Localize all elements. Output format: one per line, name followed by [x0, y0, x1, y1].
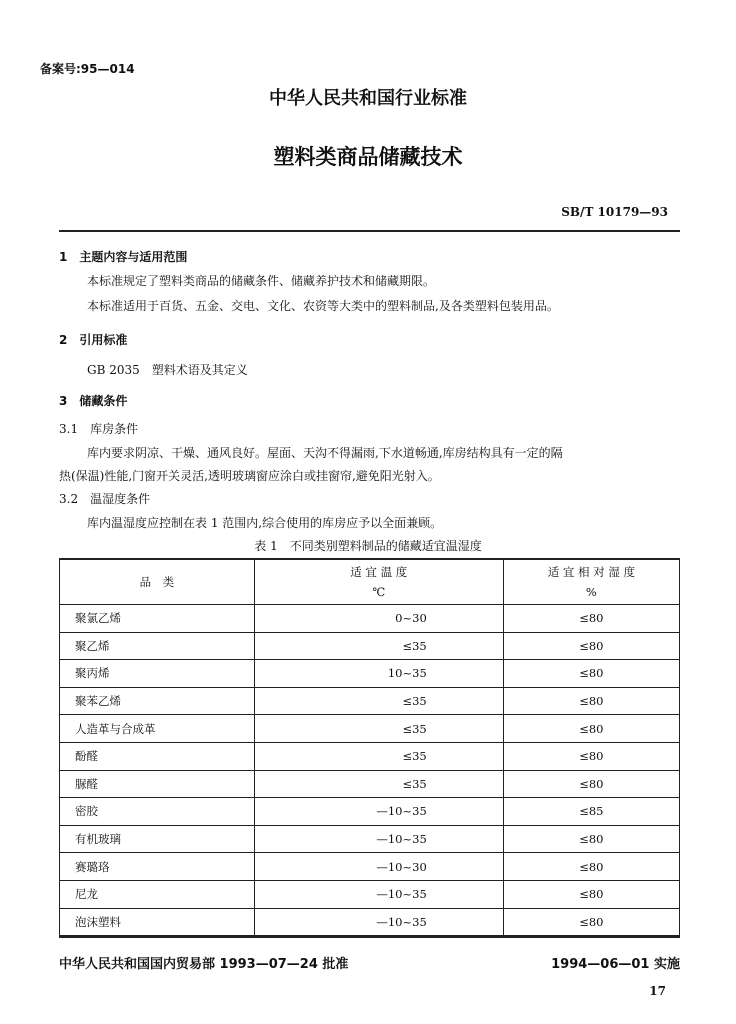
section-1-paragraph-2: 本标准适用于百货、五金、交电、文化、农资等大类中的塑料制品,及各类塑料包装用品。 — [87, 299, 559, 313]
temperature-cell: —10~35 — [254, 825, 503, 853]
header-rule — [59, 230, 680, 232]
temperature-cell: ≤35 — [254, 632, 503, 660]
column-header-category: 品 类 — [60, 559, 255, 605]
humidity-temperature-table — [59, 558, 680, 936]
column-header-humidity — [503, 559, 679, 605]
table-row — [60, 880, 680, 908]
temperature-cell: —10~35 — [254, 880, 503, 908]
category-cell: 酚醛 — [60, 742, 255, 770]
table-row — [60, 742, 680, 770]
table-caption: 表 1 不同类别塑料制品的储藏适宜温湿度 — [254, 539, 482, 553]
category-cell: 人造革与合成革 — [60, 715, 255, 743]
temperature-cell: —10~35 — [254, 908, 503, 936]
section-1-paragraph-1: 本标准规定了塑料类商品的储藏条件、储藏养护技术和储藏期限。 — [87, 274, 436, 288]
humidity-unit: % — [585, 585, 597, 599]
humidity-cell: ≤80 — [503, 687, 679, 715]
table-row — [60, 660, 680, 688]
temperature-cell: ≤35 — [254, 715, 503, 743]
temperature-unit: ℃ — [372, 585, 386, 599]
category-cell: 赛璐珞 — [60, 853, 255, 881]
section-2-heading: 2 引用标准 — [59, 333, 128, 347]
footer-rule — [59, 936, 680, 938]
humidity-header-label: 适 宜 相 对 湿 度 — [547, 565, 636, 579]
temperature-cell: 10~35 — [254, 660, 503, 688]
table-row — [60, 908, 680, 936]
temperature-header-label: 适 宜 温 度 — [350, 565, 408, 579]
humidity-cell: ≤80 — [503, 853, 679, 881]
table-header-row — [60, 559, 680, 605]
humidity-cell: ≤80 — [503, 605, 679, 633]
humidity-cell: ≤80 — [503, 632, 679, 660]
humidity-cell: ≤85 — [503, 798, 679, 826]
page-number: 17 — [649, 984, 666, 998]
table-row — [60, 632, 680, 660]
category-cell: 聚丙烯 — [60, 660, 255, 688]
table-row — [60, 853, 680, 881]
humidity-cell: ≤80 — [503, 770, 679, 798]
category-cell: 有机玻璃 — [60, 825, 255, 853]
section-1-heading: 1 主题内容与适用范围 — [59, 250, 188, 264]
section-3-1-line-1: 库内要求阴凉、干燥、通风良好。屋面、天沟不得漏雨,下水道畅通,库房结构具有一定的隔 — [87, 446, 563, 460]
implementation-date: 1994—06—01 实施 — [551, 957, 680, 972]
temperature-cell: 0~30 — [254, 605, 503, 633]
document-title: 塑料类商品储藏技术 — [273, 145, 463, 169]
table-row — [60, 687, 680, 715]
section-3-1-heading: 3.1 库房条件 — [59, 422, 139, 436]
column-header-temperature — [254, 559, 503, 605]
category-cell: 聚乙烯 — [60, 632, 255, 660]
humidity-cell: ≤80 — [503, 742, 679, 770]
humidity-cell: ≤80 — [503, 908, 679, 936]
category-cell: 脲醛 — [60, 770, 255, 798]
approval-note: 中华人民共和国国内贸易部 1993—07—24 批准 — [59, 957, 349, 972]
section-3-2-heading: 3.2 温湿度条件 — [59, 492, 151, 506]
category-cell: 聚苯乙烯 — [60, 687, 255, 715]
humidity-cell: ≤80 — [503, 715, 679, 743]
temperature-cell: ≤35 — [254, 770, 503, 798]
temperature-cell: —10~35 — [254, 798, 503, 826]
table-row — [60, 715, 680, 743]
table-row — [60, 825, 680, 853]
issuer-title: 中华人民共和国行业标准 — [269, 88, 467, 109]
table-row — [60, 770, 680, 798]
reference-standard: GB 2035 塑料术语及其定义 — [87, 363, 248, 377]
section-3-2-text: 库内温湿度应控制在表 1 范围内,综合使用的库房应予以全面兼顾。 — [87, 516, 443, 530]
table-row — [60, 605, 680, 633]
record-number: 备案号:95—014 — [40, 62, 135, 76]
table-row — [60, 798, 680, 826]
category-cell: 密胶 — [60, 798, 255, 826]
category-cell: 泡沫塑料 — [60, 908, 255, 936]
humidity-cell: ≤80 — [503, 880, 679, 908]
temperature-cell: —10~30 — [254, 853, 503, 881]
standard-code: SB/T 10179—93 — [561, 205, 668, 219]
category-cell: 尼龙 — [60, 880, 255, 908]
temperature-cell: ≤35 — [254, 687, 503, 715]
humidity-cell: ≤80 — [503, 825, 679, 853]
section-3-1-line-2: 热(保温)性能,门窗开关灵活,透明玻璃窗应涂白或挂窗帘,避免阳光射入。 — [59, 469, 440, 483]
temperature-cell: ≤35 — [254, 742, 503, 770]
section-3-heading: 3 储藏条件 — [59, 394, 128, 408]
humidity-cell: ≤80 — [503, 660, 679, 688]
category-cell: 聚氯乙烯 — [60, 605, 255, 633]
